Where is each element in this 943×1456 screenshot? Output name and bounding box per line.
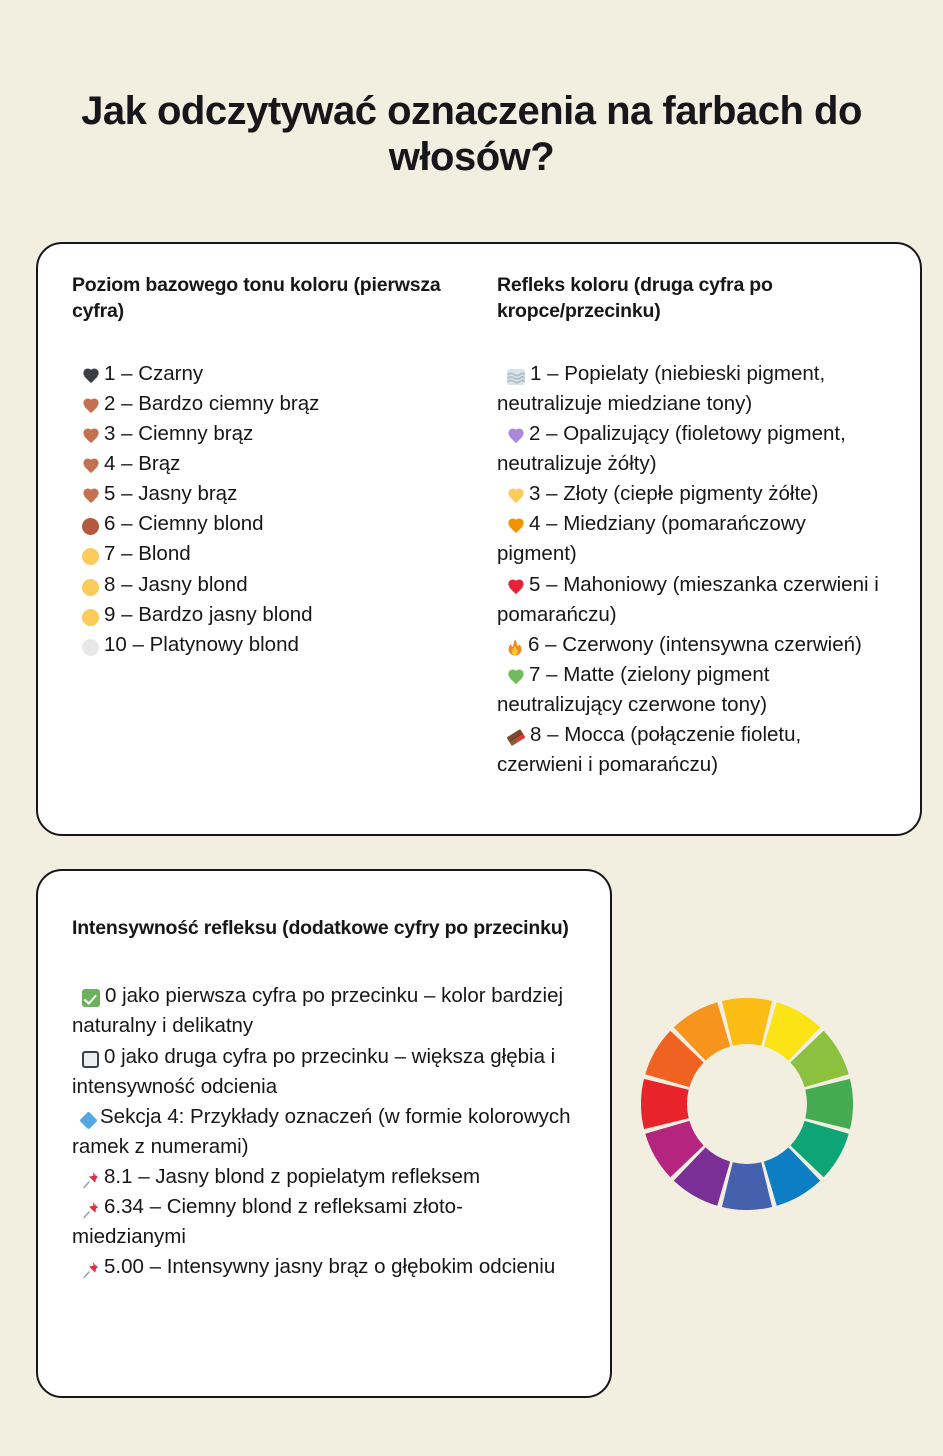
card-reflection-intensity — [36, 869, 612, 1398]
brown-heart-icon — [82, 489, 99, 504]
color-wheel-segment — [722, 998, 772, 1046]
list-item-label: 8 – Jasny blond — [104, 572, 248, 596]
list-item — [72, 419, 461, 449]
list-item-label: 6 – Czerwony (intensywna czerwień) — [528, 632, 862, 656]
color-wheel-segment — [805, 1079, 853, 1129]
levels-columns — [72, 272, 886, 814]
card-color-levels — [36, 242, 922, 836]
list-item — [72, 1102, 576, 1162]
list-item — [72, 600, 461, 630]
list-item — [72, 359, 461, 389]
list-item — [72, 1192, 576, 1252]
list-item-label: 2 – Bardzo ciemny brąz — [104, 391, 320, 415]
list-item-label: 6.34 – Ciemny blond z refleksami złoto-miedzianymi — [72, 1195, 463, 1249]
orange-heart-icon — [507, 519, 524, 534]
heading-base-tone-level: Poziom bazowego tonu koloru (pierwsza cyfra) — [72, 274, 441, 323]
color-wheel-segment — [722, 1162, 772, 1210]
list-item — [497, 660, 886, 720]
black-heart-icon — [82, 369, 99, 384]
list-item-label: 10 – Platynowy blond — [104, 632, 299, 656]
list-item-label: 4 – Miedziany (pomarańczowy pigment) — [497, 512, 806, 566]
list-item-label: 0 jako druga cyfra po przecinku – większa głębia i intensywność odcienia — [72, 1044, 556, 1098]
list-item — [72, 1042, 576, 1102]
purple-heart-icon — [507, 429, 524, 444]
list-item-label: 3 – Złoty (ciepłe pigmenty żółte) — [529, 482, 819, 506]
list-item — [72, 509, 461, 539]
column-color-reflection — [497, 272, 886, 814]
empty-checkbox-icon — [82, 1051, 99, 1068]
list-item — [72, 570, 461, 600]
list-item-label: 9 – Bardzo jasny blond — [104, 602, 313, 626]
fire-icon — [507, 639, 523, 657]
list-item-label: 4 – Brąz — [104, 452, 181, 475]
list-item — [72, 539, 461, 569]
list-item — [72, 389, 461, 419]
yellow-circle-icon — [82, 609, 99, 626]
list-item-label: 0 jako pierwsza cyfra po przecinku – kolor bardziej naturalny i delikatny — [72, 984, 564, 1038]
yellow-circle-icon — [82, 548, 99, 565]
color-wheel-segment — [641, 1079, 689, 1129]
chocolate-bar-icon — [507, 729, 525, 746]
list-reflection-intensity — [72, 981, 576, 1282]
list-item — [72, 981, 576, 1041]
list-item-label: 6 – Ciemny blond — [104, 512, 264, 536]
list-item-label: 3 – Ciemny brąz — [104, 421, 254, 445]
blue-diamond-icon — [79, 1111, 97, 1129]
list-item-label: 8.1 – Jasny blond z popielatym refleksem — [104, 1165, 481, 1189]
list-item-label: 7 – Blond — [104, 542, 191, 566]
list-item — [497, 509, 886, 569]
page-title: Jak odczytywać oznaczenia na farbach do włosów? — [81, 89, 862, 180]
list-item-label: Sekcja 4: Przykłady oznaczeń (w formie kolorowych ramek z numerami) — [72, 1104, 571, 1158]
fog-icon — [507, 369, 525, 385]
list-item — [497, 630, 886, 660]
list-item-label: 1 – Czarny — [104, 361, 204, 385]
list-base-tone-levels — [72, 359, 461, 660]
list-item — [497, 570, 886, 630]
heading-reflection-intensity: Intensywność refleksu (dodatkowe cyfry po przecinku) — [72, 917, 569, 939]
brown-heart-icon — [82, 459, 99, 474]
list-item-label: 2 – Opalizujący (fioletowy pigment, neutralizuje żółty) — [497, 421, 846, 475]
list-item — [497, 479, 886, 509]
list-item — [72, 1252, 576, 1282]
brown-circle-icon — [82, 518, 99, 535]
list-item-label: 5 – Jasny brąz — [104, 482, 238, 506]
list-item-label: 5.00 – Intensywny jasny brąz o głębokim odcieniu — [104, 1255, 556, 1279]
list-item-label: 5 – Mahoniowy (mieszanka czerwieni i pomarańczu) — [497, 572, 879, 626]
column-base-tone-level — [72, 272, 461, 814]
list-item — [497, 419, 886, 479]
list-item — [72, 449, 461, 479]
white-circle-icon — [82, 639, 99, 656]
green-check-icon — [82, 989, 100, 1007]
pushpin-icon — [82, 1171, 99, 1189]
list-item-label: 8 – Mocca (połączenie fioletu, czerwieni i pomarańczu) — [497, 723, 802, 777]
list-item — [72, 479, 461, 509]
pushpin-icon — [82, 1201, 99, 1219]
yellow-heart-icon — [507, 489, 524, 504]
brown-heart-icon — [82, 399, 99, 414]
list-item-label: 1 – Popielaty (niebieski pigment, neutralizuje miedziane tony) — [497, 361, 826, 415]
yellow-circle-icon — [82, 579, 99, 596]
list-item — [72, 1162, 576, 1192]
list-item — [72, 630, 461, 660]
red-heart-icon — [507, 580, 524, 595]
list-color-reflections — [497, 359, 886, 781]
color-wheel — [641, 998, 853, 1210]
list-item — [497, 720, 886, 780]
brown-heart-icon — [82, 429, 99, 444]
list-item-label: 7 – Matte (zielony pigment neutralizujący czerwone tony) — [497, 662, 770, 716]
pushpin-icon — [82, 1261, 99, 1279]
green-heart-icon — [507, 670, 524, 685]
heading-color-reflection: Refleks koloru (druga cyfra po kropce/przecinku) — [497, 274, 773, 323]
list-item — [497, 359, 886, 419]
